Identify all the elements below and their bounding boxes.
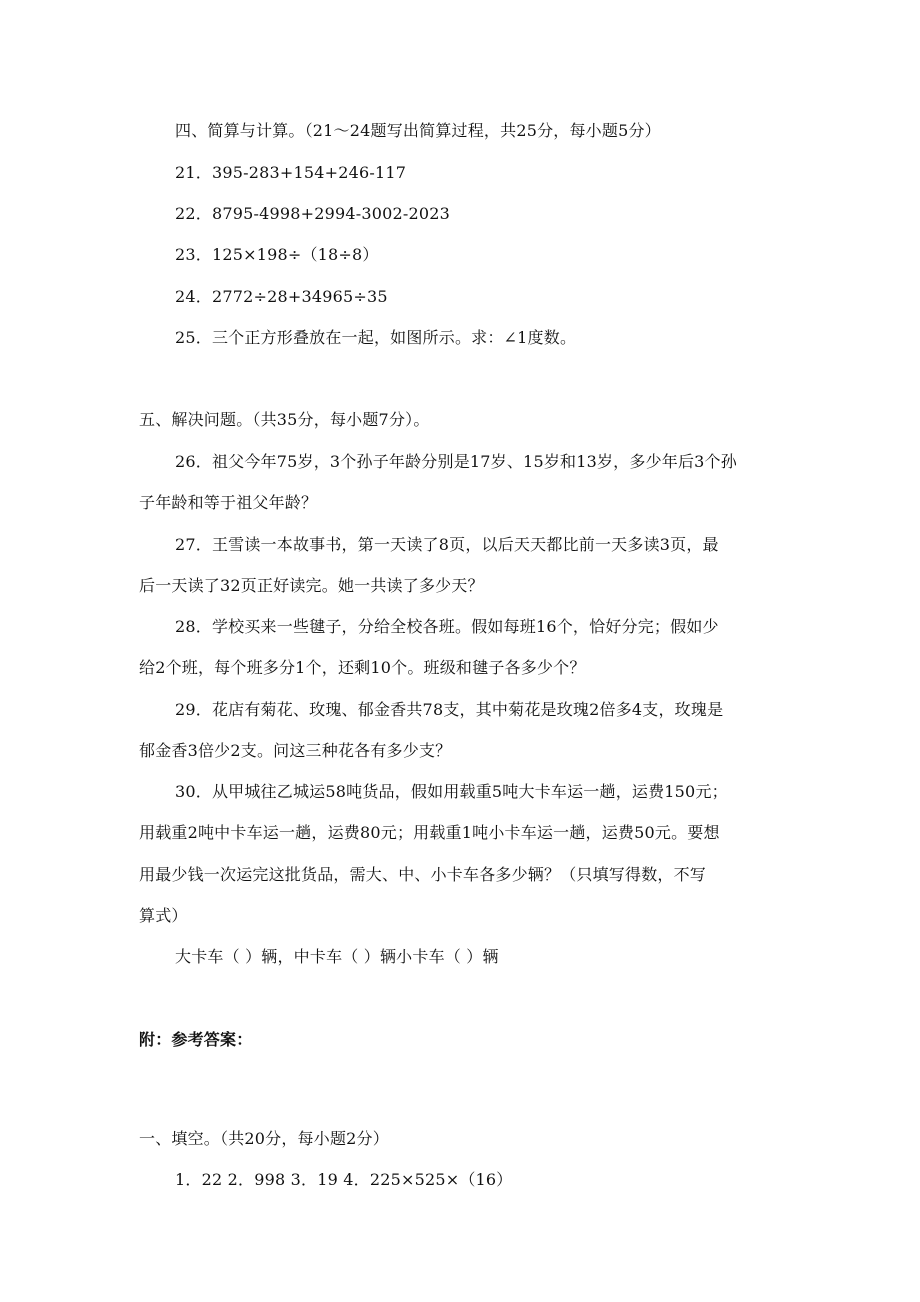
q30-line-1: 30．从甲城往乙城运58吨货品，假如用载重5吨大卡车运一趟，运费150元；	[175, 782, 728, 801]
answers-section1-values: 1．22 2．998 3．19 4．225×525×（16）	[175, 1170, 513, 1189]
item-22: 22．8795-4998+2994-3002-2023	[175, 204, 450, 223]
q28-line-2: 给2个班，每个班多分1个，还剩10个。班级和毽子各多少个？	[139, 658, 586, 677]
answers-section1-heading: 一、填空。（共20分，每小题2分）	[139, 1129, 389, 1148]
q30-line-4: 算式）	[139, 906, 188, 925]
q30-line-2: 用载重2吨中卡车运一趟，运费80元；用载重1吨小卡车运一趟，运费50元。要想	[139, 823, 720, 842]
item-21: 21．395-283+154+246-117	[175, 163, 407, 182]
item-25: 25．三个正方形叠放在一起，如图所示。求：∠1度数。	[175, 328, 577, 347]
section4-heading: 四、简算与计算。（21～24题写出简算过程，共25分，每小题5分）	[175, 121, 661, 140]
q26-line-1: 26．祖父今年75岁，3个孙子年龄分别是17岁、15岁和13岁，多少年后3个孙	[175, 452, 737, 471]
appendix-title: 附：参考答案：	[139, 1030, 253, 1049]
q30-line-3: 用最少钱一次运完这批货品，需大、中、小卡车各多少辆？（只填写得数，不写	[139, 865, 707, 884]
q29-line-1: 29．花店有菊花、玫瑰、郁金香共78支，其中菊花是玫瑰2倍多4支，玫瑰是	[175, 700, 724, 719]
q27-line-2: 后一天读了32页正好读完。她一共读了多少天？	[139, 576, 484, 595]
item-23: 23．125×198÷（18÷8）	[175, 245, 379, 264]
q28-line-1: 28．学校买来一些毽子，分给全校各班。假如每班16个，恰好分完；假如少	[175, 617, 719, 636]
section5-heading: 五、解决问题。（共35分，每小题7分）。	[139, 410, 430, 429]
q27-line-1: 27．王雪读一本故事书，第一天读了8页，以后天天都比前一天多读3页，最	[175, 535, 719, 554]
item-24: 24．2772÷28+34965÷35	[175, 287, 388, 306]
q26-line-2: 子年龄和等于祖父年龄？	[139, 493, 318, 512]
q30-answer-line: 大卡车（ ）辆，中卡车（ ）辆小卡车（ ）辆	[175, 947, 499, 966]
q29-line-2: 郁金香3倍少2支。问这三种花各有多少支？	[139, 741, 452, 760]
